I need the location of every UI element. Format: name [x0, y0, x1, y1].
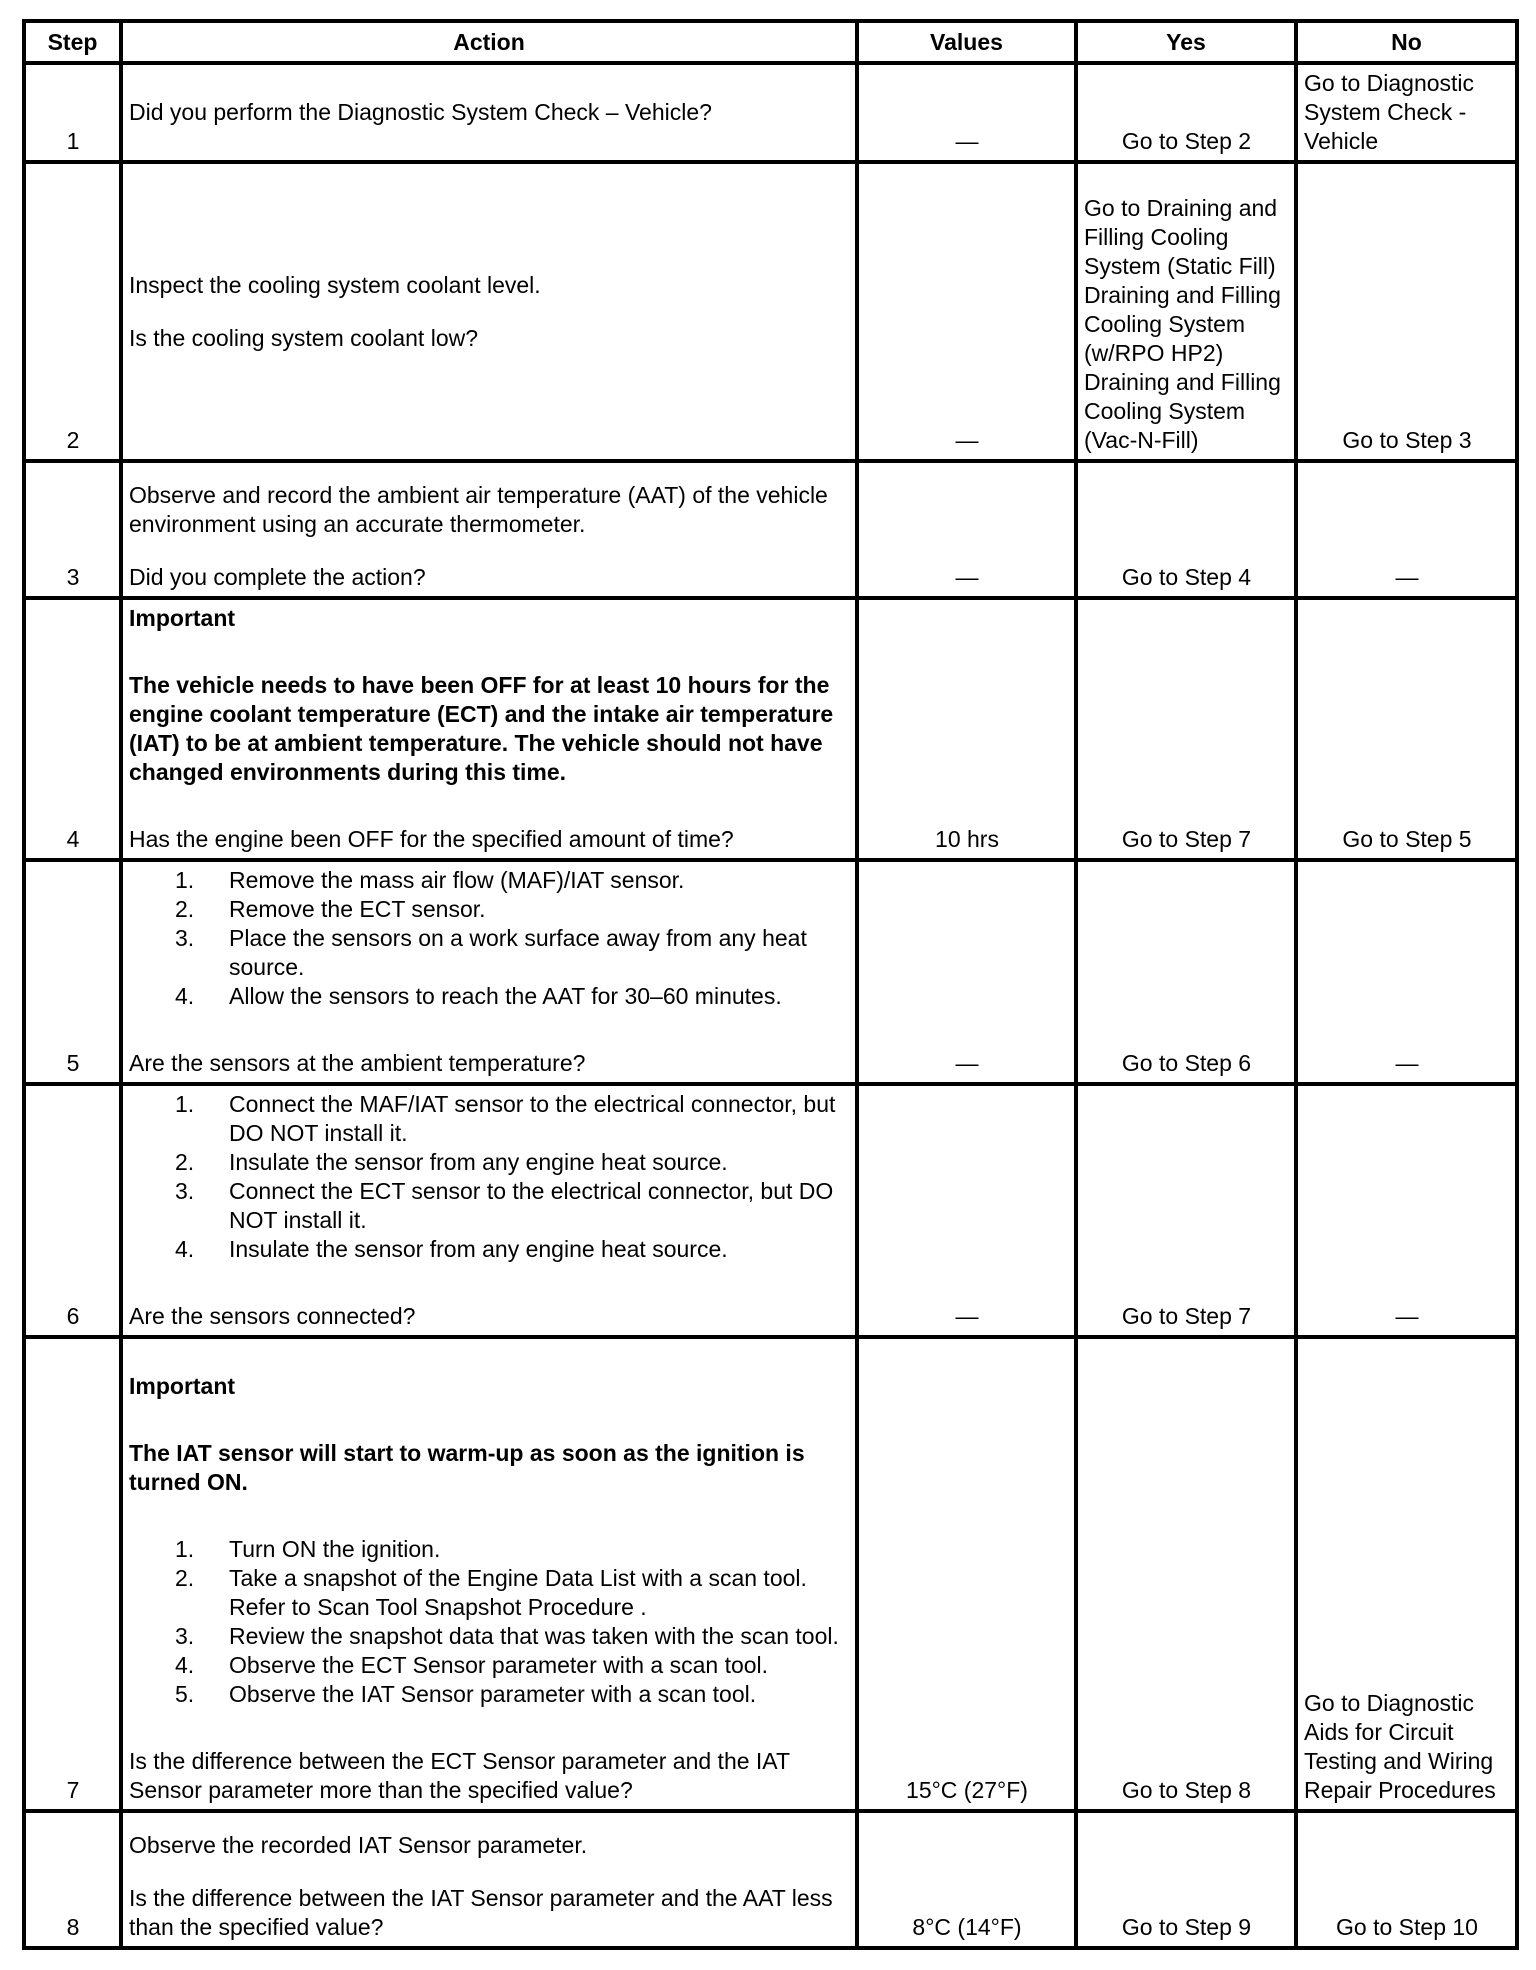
no-link[interactable]: Go to Step 3	[1296, 162, 1517, 461]
table-row	[24, 162, 1517, 461]
list-item: 2. Remove the ECT sensor.	[175, 896, 486, 922]
table-row	[24, 461, 1517, 598]
list-item: 1. Remove the mass air flow (MAF)/IAT sensor.	[175, 867, 685, 893]
step-number: 4	[24, 598, 121, 860]
step-number: 8	[24, 1811, 121, 1948]
action-cell	[121, 162, 857, 461]
no-link: —	[1296, 1084, 1517, 1337]
step-number: 5	[24, 860, 121, 1084]
list-item: 3. Review the snapshot data that was taken with the scan tool.	[175, 1623, 839, 1649]
header-action: Action	[121, 21, 857, 63]
action-question: Is the difference between the ECT Sensor parameter and the IAT Sensor parameter more than the specified value?	[129, 1748, 790, 1803]
important-note: The IAT sensor will start to warm-up as soon as the ignition is turned ON.	[129, 1440, 805, 1495]
table-row	[24, 1337, 1517, 1811]
step-number: 3	[24, 461, 121, 598]
action-question: Are the sensors connected?	[129, 1303, 416, 1329]
list-item: 3. Place the sensors on a work surface away from any heat source.	[175, 925, 807, 980]
action-cell	[121, 860, 857, 1084]
list-item: 1. Turn ON the ignition.	[175, 1536, 441, 1562]
action-cell	[121, 1084, 857, 1337]
table-row	[24, 598, 1517, 860]
no-link[interactable]: Go to Step 5	[1296, 598, 1517, 860]
procedure-list	[129, 1090, 850, 1264]
list-item: 2. Take a snapshot of the Engine Data List with a scan tool. Refer to Scan Tool Snapshot Procedure .	[175, 1565, 807, 1620]
header-no: No	[1296, 21, 1517, 63]
yes-link[interactable]: Go to Step 9	[1076, 1811, 1296, 1948]
header-step: Step	[24, 21, 121, 63]
values-cell: 15°C (27°F)	[857, 1337, 1076, 1811]
list-item: 4. Observe the ECT Sensor parameter with a scan tool.	[175, 1652, 769, 1678]
values-cell: 10 hrs	[857, 598, 1076, 860]
table-row	[24, 63, 1517, 162]
action-question: Is the difference between the IAT Sensor parameter and the AAT less than the specified value?	[129, 1885, 833, 1940]
action-cell	[121, 1811, 857, 1948]
values-cell: —	[857, 461, 1076, 598]
yes-link[interactable]: Go to Step 7	[1076, 1084, 1296, 1337]
list-item: 5. Observe the IAT Sensor parameter with a scan tool.	[175, 1681, 757, 1707]
values-cell: 8°C (14°F)	[857, 1811, 1076, 1948]
values-cell: —	[857, 63, 1076, 162]
list-item: 1. Connect the MAF/IAT sensor to the electrical connector, but DO NOT install it.	[175, 1091, 836, 1146]
action-text: Inspect the cooling system coolant level.	[129, 271, 541, 298]
yes-link[interactable]: Go to Step 7	[1076, 598, 1296, 860]
action-question: Did you complete the action?	[129, 564, 426, 590]
header-yes: Yes	[1076, 21, 1296, 63]
action-text: Observe the recorded IAT Sensor parameter.	[129, 1832, 588, 1858]
table-row	[24, 860, 1517, 1084]
step-number: 2	[24, 162, 121, 461]
no-link[interactable]: Go to Diagnostic Aids for Circuit Testing and Wiring Repair Procedures	[1296, 1337, 1517, 1811]
important-label: Important	[129, 605, 236, 631]
step-number: 1	[24, 63, 121, 162]
list-item: 4. Allow the sensors to reach the AAT for 30–60 minutes.	[175, 983, 782, 1009]
step-number: 6	[24, 1084, 121, 1337]
important-note: The vehicle needs to have been OFF for at least 10 hours for the engine coolant temperature (ECT) and the intake air temperature (IAT) to be at ambient temperature. The vehicle should not have changed environments during this time.	[129, 672, 834, 785]
action-cell	[121, 63, 857, 162]
action-question: Is the cooling system coolant low?	[129, 324, 479, 351]
values-cell: —	[857, 860, 1076, 1084]
action-question: Has the engine been OFF for the specified amount of time?	[129, 826, 734, 852]
action-cell	[121, 1337, 857, 1811]
procedure-list	[129, 866, 850, 1011]
table-row	[24, 1084, 1517, 1337]
yes-link[interactable]: Go to Step 8	[1076, 1337, 1296, 1811]
action-cell	[121, 461, 857, 598]
action-question: Are the sensors at the ambient temperature?	[129, 1050, 586, 1076]
no-link: —	[1296, 860, 1517, 1084]
header-values: Values	[857, 21, 1076, 63]
important-label: Important	[129, 1373, 236, 1399]
yes-link[interactable]: Go to Step 6	[1076, 860, 1296, 1084]
header-row	[24, 21, 1517, 63]
list-item: 2. Insulate the sensor from any engine heat source.	[175, 1149, 728, 1175]
yes-link[interactable]: Go to Draining and Filling Cooling System (Static Fill) Draining and Filling Cooling System (w/RPO HP2) Draining and Filling Cooling System (Vac-N-Fill)	[1076, 162, 1296, 461]
no-link[interactable]: Go to Step 10	[1296, 1811, 1517, 1948]
procedure-list	[129, 1535, 850, 1709]
action-text: Observe and record the ambient air temperature (AAT) of the vehicle environment using an accurate thermometer.	[129, 482, 828, 537]
table-row	[24, 1811, 1517, 1948]
action-cell	[121, 598, 857, 860]
yes-link[interactable]: Go to Step 4	[1076, 461, 1296, 598]
action-question: Did you perform the Diagnostic System Check – Vehicle?	[129, 99, 712, 125]
values-cell: —	[857, 1084, 1076, 1337]
list-item: 4. Insulate the sensor from any engine heat source.	[175, 1236, 728, 1262]
step-number: 7	[24, 1337, 121, 1811]
values-cell: —	[857, 162, 1076, 461]
no-link[interactable]: Go to Diagnostic System Check - Vehicle	[1296, 63, 1517, 162]
list-item: 3. Connect the ECT sensor to the electrical connector, but DO NOT install it.	[175, 1178, 834, 1233]
no-link: —	[1296, 461, 1517, 598]
diagnostic-table	[22, 19, 1519, 1950]
yes-link[interactable]: Go to Step 2	[1076, 63, 1296, 162]
